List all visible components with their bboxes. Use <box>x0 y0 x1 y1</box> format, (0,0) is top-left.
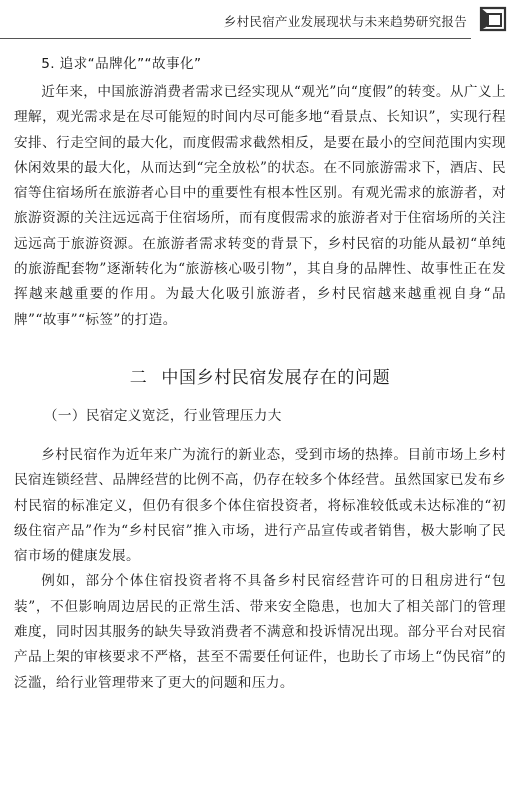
chapter-heading <box>14 363 506 388</box>
page-body <box>14 52 506 696</box>
chapter-number: 二 <box>129 367 148 388</box>
running-header-title: 乡村民宿产业发展现状与未来趋势研究报告 <box>223 14 467 29</box>
book-corner-logo-icon <box>477 4 509 34</box>
chapter-title: 中国乡村民宿发展存在的问题 <box>161 367 391 388</box>
subsection-1-paragraph-1: 乡村民宿作为近年来广为流行的新业态，受到市场的热捧。目前市场上乡村民宿连锁经营、品牌经营的比例不高，仍存在较多个体经营。虽然国家已发布乡村民宿的标准定义，但仍有很多个体住宿投资者，将标准较低或未达标准的“初级住宿产品”作为“乡村民宿”推入市场，进行产品宣传或者销售，极大影响了民宿市场的健康发展。 <box>14 446 506 565</box>
section-5-heading: 5. 追求“品牌化”“故事化” <box>41 56 202 72</box>
subsection-1-heading: （一）民宿定义宽泛，行业管理压力大 <box>43 407 282 424</box>
subsection-1-paragraph-2: 例如，部分个体住宿投资者将不具备乡村民宿经营许可的日租房进行“包装”，不但影响周边居民的正常生活、带来安全隐患，也加大了相关部门的管理难度，同时因其服务的缺失导致消费者不满意和投诉情况出现。部分平台对民宿产品上架的审核要求不严格，甚至不需要任何证件，也助长了市场上“伪民宿”的泛滥，给行业管理带来了更大的问题和压力。 <box>14 573 506 691</box>
header-rule <box>0 38 471 39</box>
section-5-paragraph: 近年来，中国旅游消费者需求已经实现从“观光”向“度假”的转变。从广义上理解，观光需求是在尽可能短的时间内尽可能多地“看景点、长知识”，实现行程安排、行走空间的最大化，而度假需求截然相反，是要在最小的空间范围内实现休闲效果的最大化，从而达到“完全放松”的状态。在不同旅游需求下，酒店、民宿等住宿场所在旅游者心目中的重要性有根本性区别。有观光需求的旅游者，对旅游资源的关注远远高于住宿场所，而有度假需求的旅游者对于住宿场所的关注远远高于旅游资源。在旅游者需求转变的背景下，乡村民宿的功能从最初“单纯的旅游配套物”逐渐转化为“旅游核心吸引物”，其自身的品牌性、故事性正在发挥越来越重要的作用。为最大化吸引旅游者，乡村民宿越来越重视自身“品牌”“故事”“标签”的打造。 <box>14 84 506 328</box>
page-header <box>0 0 519 44</box>
